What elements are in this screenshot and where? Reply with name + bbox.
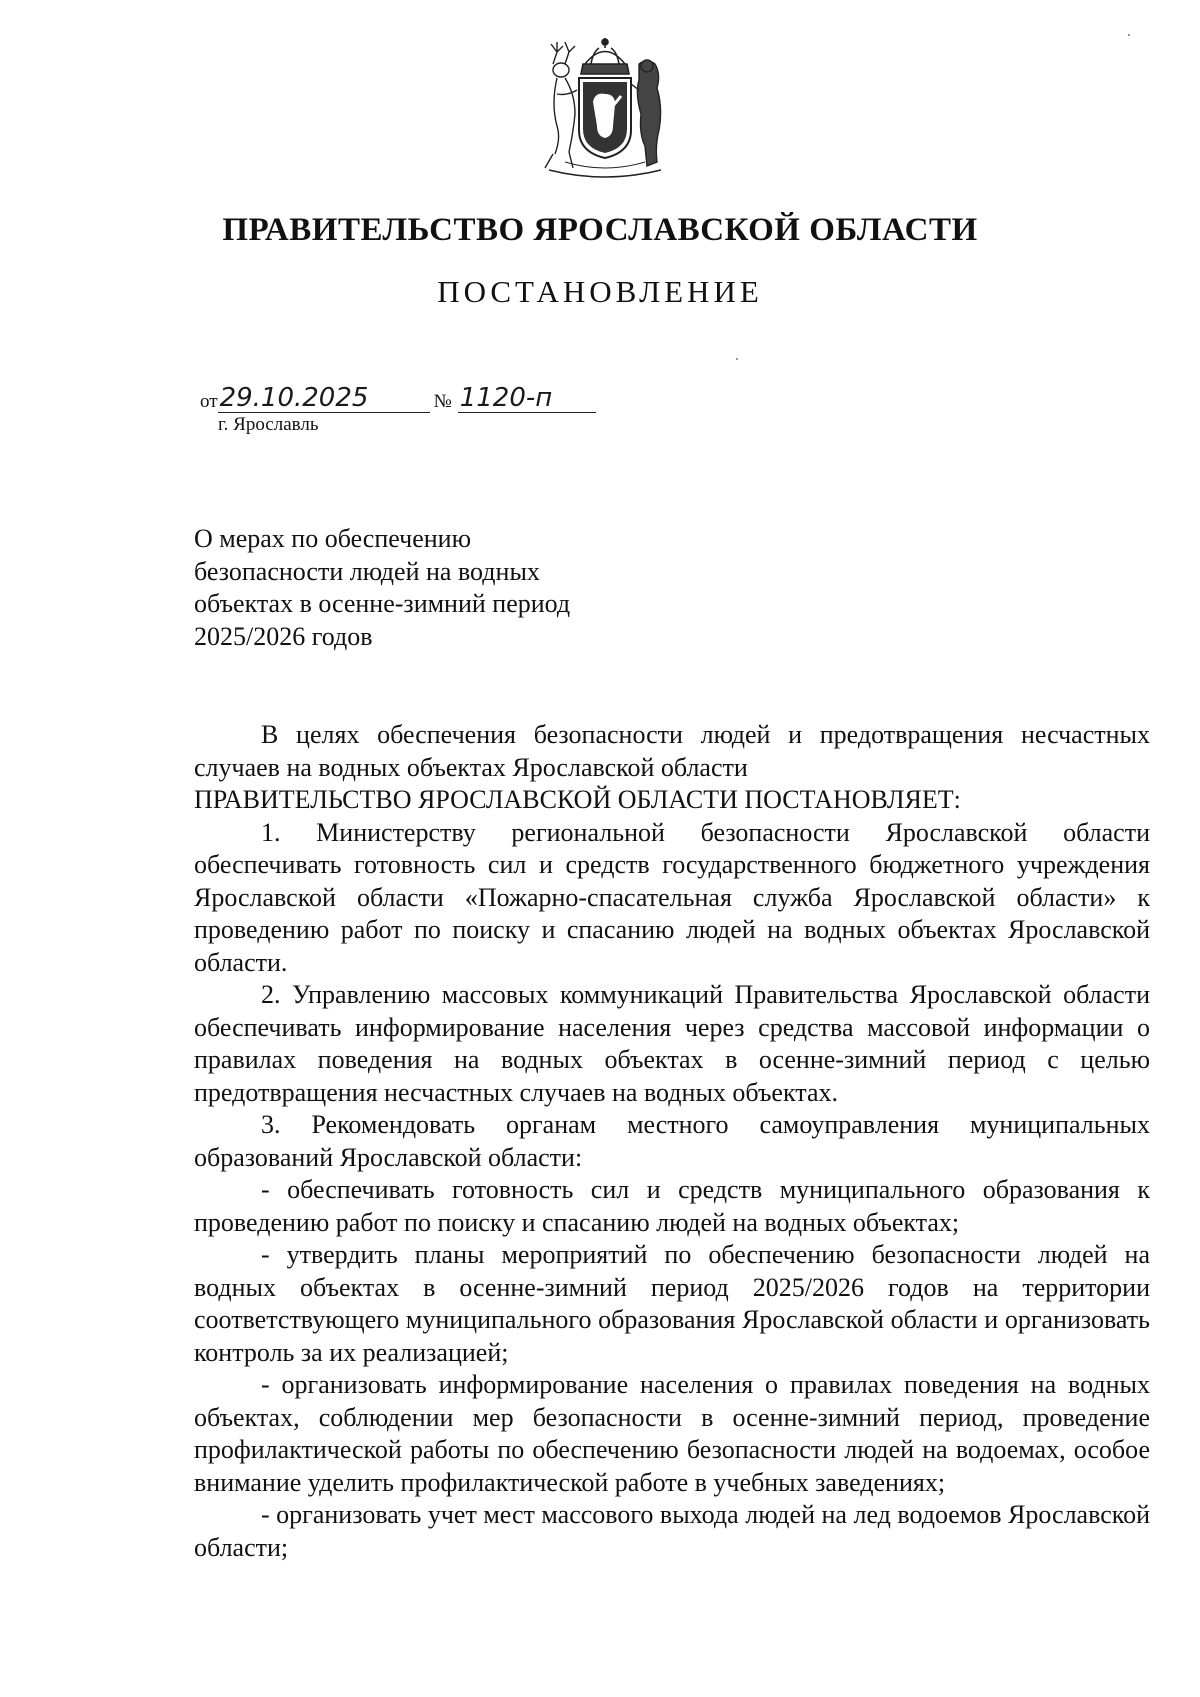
handwritten-date: 29.10.2025 [218, 385, 430, 413]
registration-line [200, 385, 596, 413]
subject-line: 2025/2026 годов [194, 621, 373, 651]
subject-line: безопасности людей на водных [194, 556, 540, 586]
resolves-line: ПРАВИТЕЛЬСТВО ЯРОСЛАВСКОЙ ОБЛАСТИ ПОСТАНОВЛЯЕТ: [194, 785, 961, 814]
subject-line: объектах в осенне-зимний период [194, 589, 571, 618]
document-type: ПОСТАНОВЛЕНИЕ [437, 274, 763, 309]
document-subject [194, 523, 570, 653]
item-3-paragraph: 3. Рекомендовать органам местного самоуправления муниципальных образований Ярославской области: [194, 1110, 1150, 1172]
item-3-subitem: - обеспечивать готовность сил и средств муниципального образования к проведению работ по поиску и спасанию людей на водных объектах; [194, 1175, 1150, 1237]
preamble-paragraph: В целях обеспечения безопасности людей и предотвращения несчастных случаев на водных объектах Ярославской области [194, 720, 1150, 782]
item-3-subitem: - организовать учет мест массового выхода людей на лед водоемов Ярославской области; [194, 1500, 1150, 1562]
item-2-paragraph: 2. Управлению массовых коммуникаций Правительства Ярославской области обеспечивать информирование населения через средства массовой информации о правилах поведения на водных объектах в осенне-зимний период с целью предотвращения несчастных случаев на водных объектах. [194, 980, 1150, 1107]
item-3-subitem: - организовать информирование населения о правилах поведения на водных объектах, соблюдении мер безопасности в осенне-зимний период, проведение профилактической работы по обеспечению безопасности людей на водоемах, особое внимание уделить профилактической работе в учебных заведениях; [194, 1370, 1150, 1497]
document-body [194, 719, 1150, 1564]
item-1-paragraph: 1. Министерству региональной безопасности Ярославской области обеспечивать готовность сил и средств государственного бюджетного учреждения Ярославской области «Пожарно-спасательная служба Ярославской области» к проведению работ по поиску и спасанию людей на водных объектах Ярославской области. [194, 817, 1150, 977]
city-name: г. Ярославль [218, 414, 319, 435]
date-prefix: от [200, 391, 218, 412]
yaroslavl-oblast-coat-of-arms-icon [535, 34, 675, 184]
item-3-subitem: - утвердить планы мероприятий по обеспечению безопасности людей на водных объектах в осенне-зимний период 2025/2026 годов на территории соответствующего муниципального образования Ярославской области и организовать контроль за их реализацией; [194, 1240, 1150, 1367]
organization-title: ПРАВИТЕЛЬСТВО ЯРОСЛАВСКОЙ ОБЛАСТИ [222, 212, 978, 248]
scan-speck [1128, 34, 1130, 36]
handwritten-number: 1120-п [458, 385, 596, 413]
subject-line: О мерах по обеспечению [194, 524, 472, 553]
number-label: № [433, 391, 452, 412]
scan-speck [736, 358, 738, 360]
